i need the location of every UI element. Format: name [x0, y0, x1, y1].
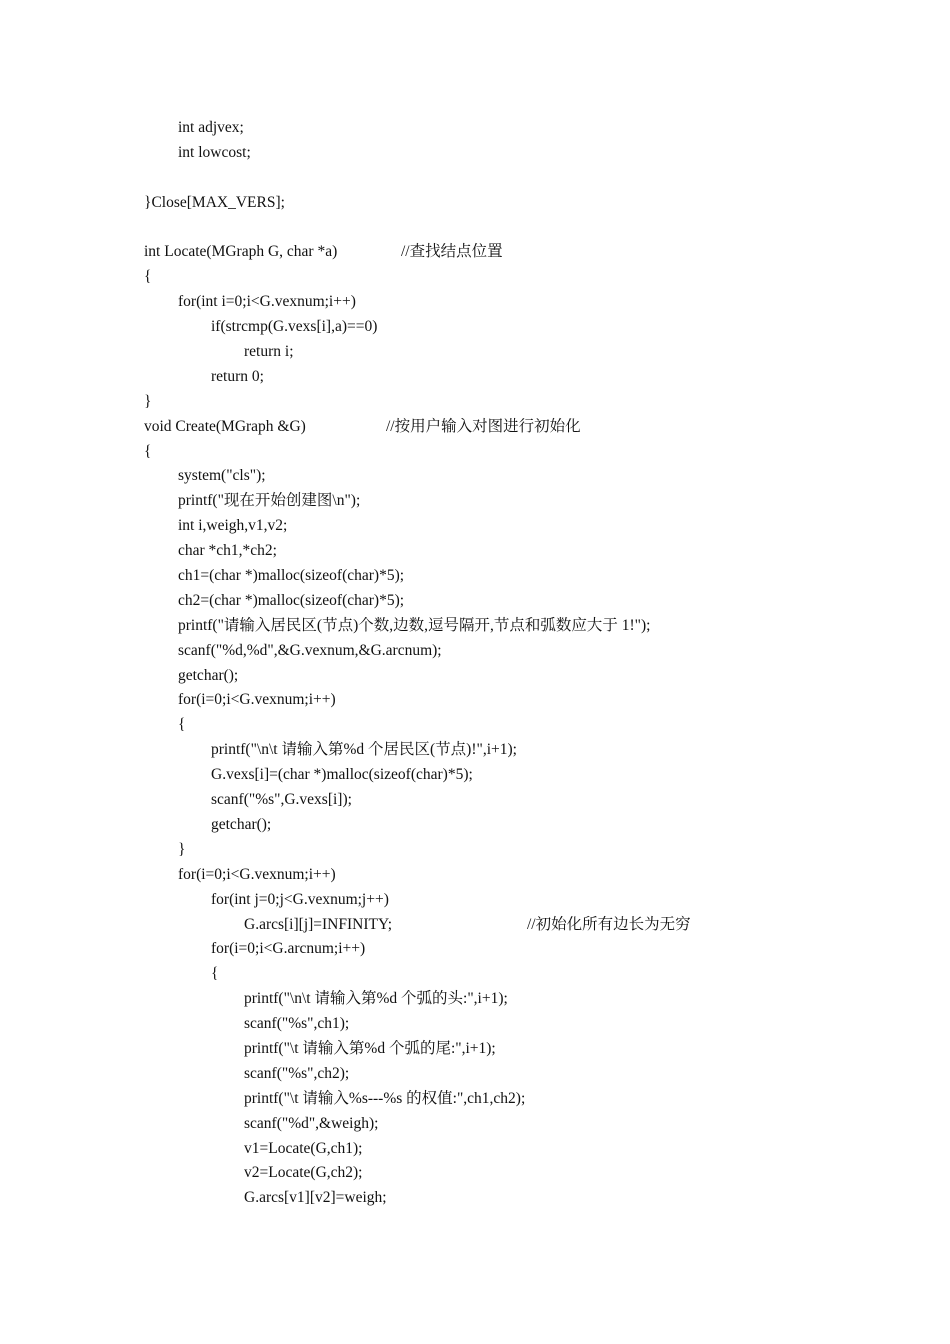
code-line [144, 1037, 904, 1062]
code-text: { [178, 716, 186, 734]
code-line [144, 614, 904, 639]
code-line [144, 962, 904, 987]
code-text: int i,weigh,v1,v2; [178, 517, 288, 535]
code-text: for(int i=0;i<G.vexnum;i++) [178, 293, 356, 311]
code-text: printf("\t 请输入第%d 个弧的尾:",i+1); [244, 1039, 496, 1057]
code-text: int Locate(MGraph G, char *a) [144, 243, 338, 261]
code-text: getchar(); [178, 666, 239, 684]
code-line [144, 987, 904, 1012]
code-line [144, 788, 904, 813]
code-line [144, 440, 904, 465]
code-line [144, 763, 904, 788]
code-comment: //按用户输入对图进行初始化 [386, 417, 581, 435]
code-line [144, 489, 904, 514]
code-line [144, 1012, 904, 1037]
code-line [144, 1062, 904, 1087]
code-text: ch1=(char *)malloc(sizeof(char)*5); [178, 567, 405, 585]
code-text: printf("请输入居民区(节点)个数,边数,逗号隔开,节点和弧数应大于 1!"); [178, 616, 651, 634]
code-line [144, 365, 904, 390]
code-text: v2=Locate(G,ch2); [244, 1164, 363, 1182]
code-block [144, 116, 904, 1211]
code-text: if(strcmp(G.vexs[i],a)==0) [211, 318, 378, 336]
code-text: printf("\t 请输入%s---%s 的权值:",ch1,ch2); [244, 1089, 526, 1107]
code-line [144, 813, 904, 838]
code-line [144, 415, 904, 440]
code-line [144, 589, 904, 614]
code-line [144, 888, 904, 913]
code-text: for(int j=0;j<G.vexnum;j++) [211, 890, 389, 908]
code-line [144, 116, 904, 141]
code-line [144, 664, 904, 689]
code-text: printf("\n\t 请输入第%d 个弧的头:",i+1); [244, 990, 508, 1008]
code-line [144, 838, 904, 863]
code-line [144, 1112, 904, 1137]
code-text: v1=Locate(G,ch1); [244, 1139, 363, 1157]
code-line [144, 639, 904, 664]
code-text: for(i=0;i<G.vexnum;i++) [178, 691, 336, 709]
code-line [144, 290, 904, 315]
code-line [144, 340, 904, 365]
code-text: int lowcost; [178, 143, 251, 161]
code-text: getchar(); [211, 815, 272, 833]
code-text: G.vexs[i]=(char *)malloc(sizeof(char)*5); [211, 766, 473, 784]
code-text: printf("现在开始创建图\n"); [178, 492, 361, 510]
code-line [144, 564, 904, 589]
code-text: scanf("%s",ch1); [244, 1015, 350, 1033]
code-line [144, 863, 904, 888]
code-text: system("cls"); [178, 467, 266, 485]
code-line [144, 265, 904, 290]
code-text: { [144, 442, 152, 460]
code-line [144, 1186, 904, 1211]
code-text: } [144, 392, 152, 410]
code-text: scanf("%s",G.vexs[i]); [211, 791, 352, 809]
code-line [144, 141, 904, 166]
code-line [144, 738, 904, 763]
code-line [144, 191, 904, 216]
code-text: scanf("%s",ch2); [244, 1064, 350, 1082]
code-text: for(i=0;i<G.arcnum;i++) [211, 940, 366, 958]
code-text: G.arcs[i][j]=INFINITY; [244, 915, 393, 933]
code-line [144, 514, 904, 539]
code-line [144, 464, 904, 489]
code-text: }Close[MAX_VERS]; [144, 193, 285, 211]
code-text: for(i=0;i<G.vexnum;i++) [178, 865, 336, 883]
blank-line [144, 216, 904, 241]
code-line [144, 913, 904, 938]
code-line [144, 539, 904, 564]
code-text: return i; [244, 343, 294, 361]
code-text: { [144, 268, 152, 286]
code-text: return 0; [211, 367, 264, 385]
code-comment: //初始化所有边长为无穷 [527, 915, 691, 933]
code-comment: //查找结点位置 [401, 243, 503, 261]
blank-line [144, 166, 904, 191]
code-text: { [211, 965, 219, 983]
code-text: char *ch1,*ch2; [178, 542, 277, 560]
code-line [144, 1161, 904, 1186]
code-text: G.arcs[v1][v2]=weigh; [244, 1189, 387, 1207]
code-text: void Create(MGraph &G) [144, 417, 306, 435]
code-line [144, 1087, 904, 1112]
code-line [144, 713, 904, 738]
code-text: scanf("%d",&weigh); [244, 1114, 379, 1132]
code-line [144, 688, 904, 713]
code-text: printf("\n\t 请输入第%d 个居民区(节点)!",i+1); [211, 741, 517, 759]
code-line [144, 937, 904, 962]
code-text: ch2=(char *)malloc(sizeof(char)*5); [178, 591, 405, 609]
code-text: scanf("%d,%d",&G.vexnum,&G.arcnum); [178, 641, 442, 659]
code-line [144, 240, 904, 265]
code-line [144, 1137, 904, 1162]
code-line [144, 390, 904, 415]
code-line [144, 315, 904, 340]
code-text: } [178, 840, 186, 858]
code-text: int adjvex; [178, 119, 244, 136]
